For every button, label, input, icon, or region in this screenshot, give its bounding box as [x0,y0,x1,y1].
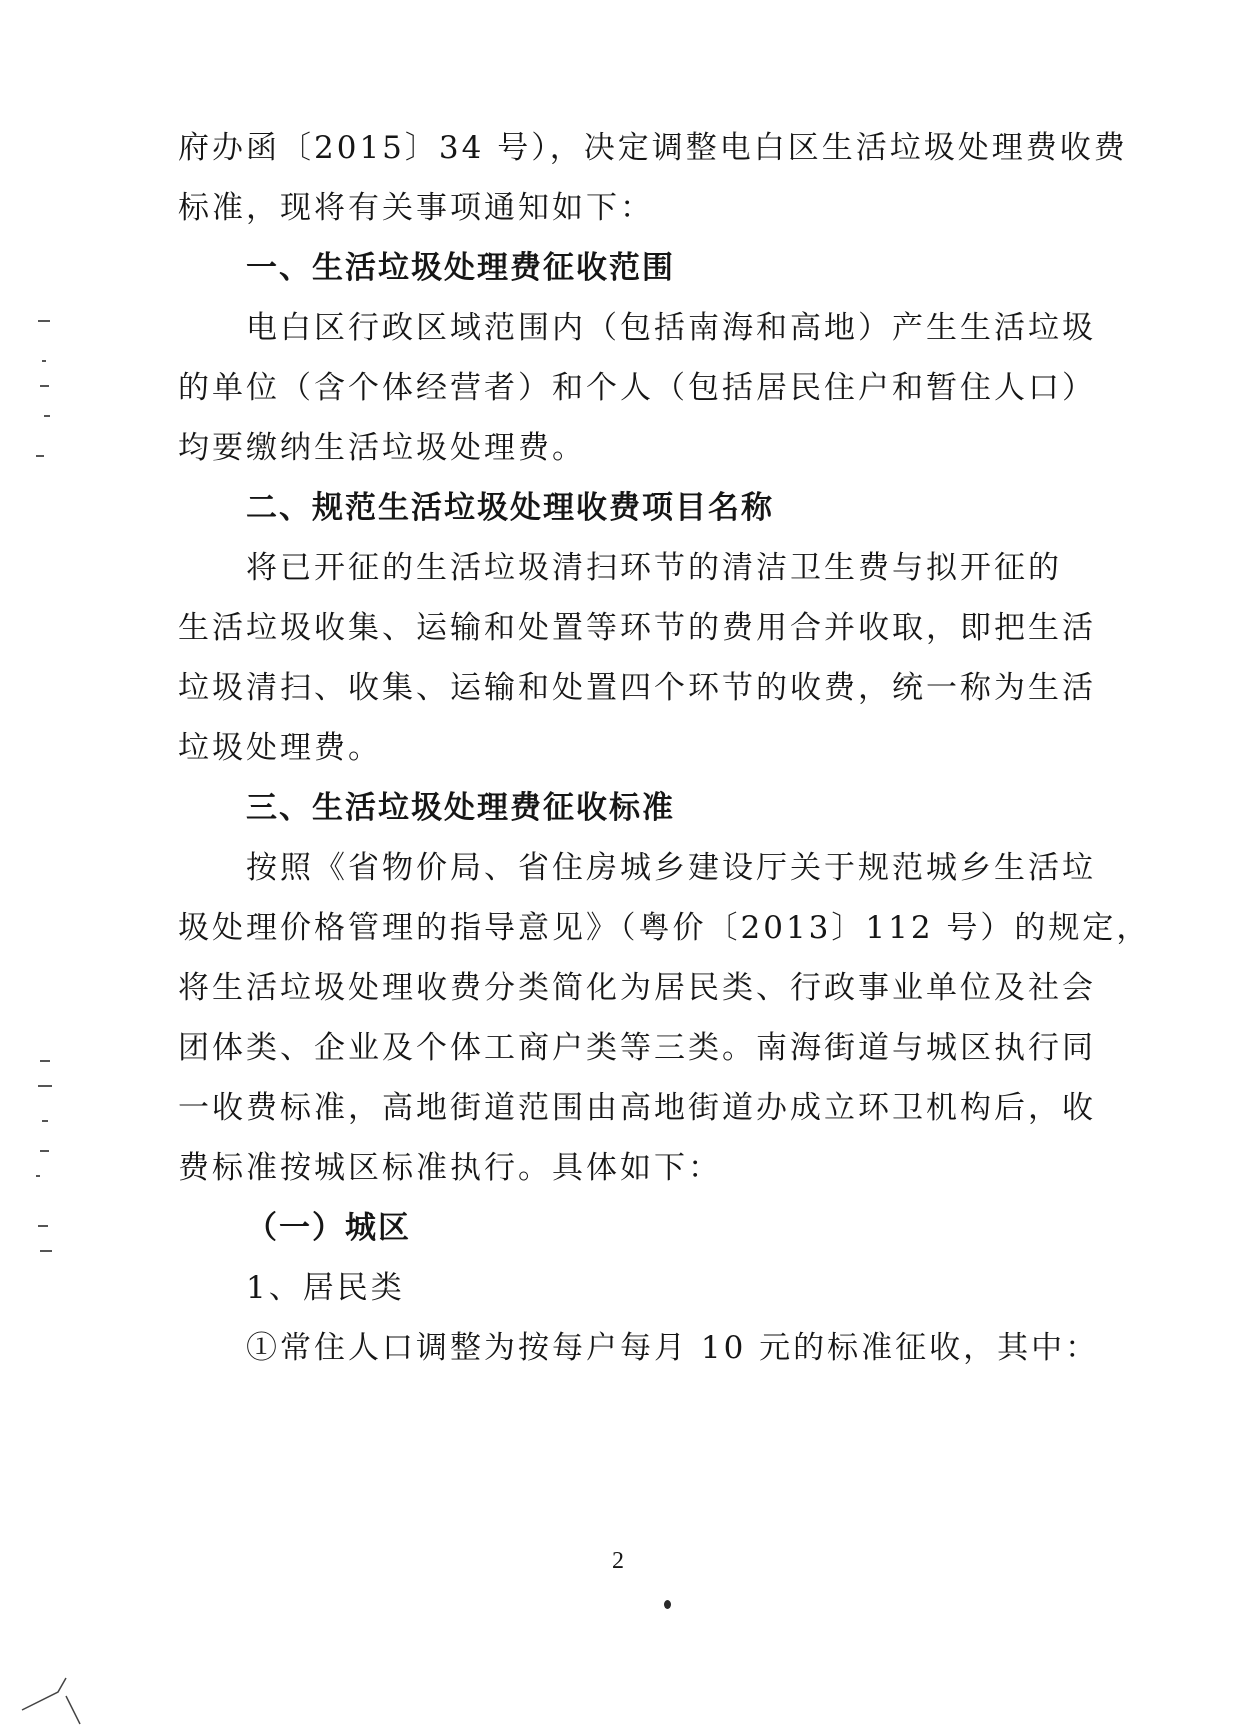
subsection-heading-urban: （一）城区 [246,1210,411,1246]
paragraph-line: 将已开征的生活垃圾清扫环节的清洁卫生费与拟开征的 [246,550,1062,586]
paragraph-line: 将生活垃圾处理收费分类简化为居民类、行政事业单位及社会 [178,970,1096,1006]
scan-corner-mark [20,1670,90,1730]
paragraph-line: 府办函〔2015〕34 号），决定调整电白区生活垃圾处理费收费 [178,130,1128,166]
paragraph-line: 垃圾清扫、收集、运输和处置四个环节的收费，统一称为生活 [178,670,1096,706]
section-heading-scope: 一、生活垃圾处理费征收范围 [246,250,675,286]
scan-speck [664,1600,671,1609]
paragraph-line: 均要缴纳生活垃圾处理费。 [178,430,586,466]
paragraph-line: ①常住人口调整为按每户每月 10 元的标准征收，其中： [246,1330,1100,1366]
paragraph-line: 垃圾处理费。 [178,730,382,766]
section-heading-standard: 三、生活垃圾处理费征收标准 [246,790,675,826]
paragraph-line: 标准，现将有关事项通知如下： [178,190,654,226]
paragraph-line: 团体类、企业及个体工商户类等三类。南海街道与城区执行同 [178,1030,1096,1066]
paragraph-line: 生活垃圾收集、运输和处置等环节的费用合并收取，即把生活 [178,610,1096,646]
paragraph-line: 圾处理价格管理的指导意见》（粤价〔2013〕112 号）的规定， [178,910,1151,946]
paragraph-line: 费标准按城区标准执行。具体如下： [178,1150,722,1186]
page-number: 2 [612,1548,624,1574]
section-heading-item-name: 二、规范生活垃圾处理收费项目名称 [246,490,774,526]
paragraph-line: 按照《省物价局、省住房城乡建设厅关于规范城乡生活垃 [246,850,1096,886]
paragraph-line: 电白区行政区域范围内（包括南海和高地）产生生活垃圾 [246,310,1096,346]
paragraph-line: 一收费标准，高地街道范围由高地街道办成立环卫机构后，收 [178,1090,1096,1126]
paragraph-line: 的单位（含个体经营者）和个人（包括居民住户和暂住人口） [178,370,1096,406]
list-item-heading: 1、居民类 [246,1270,405,1306]
